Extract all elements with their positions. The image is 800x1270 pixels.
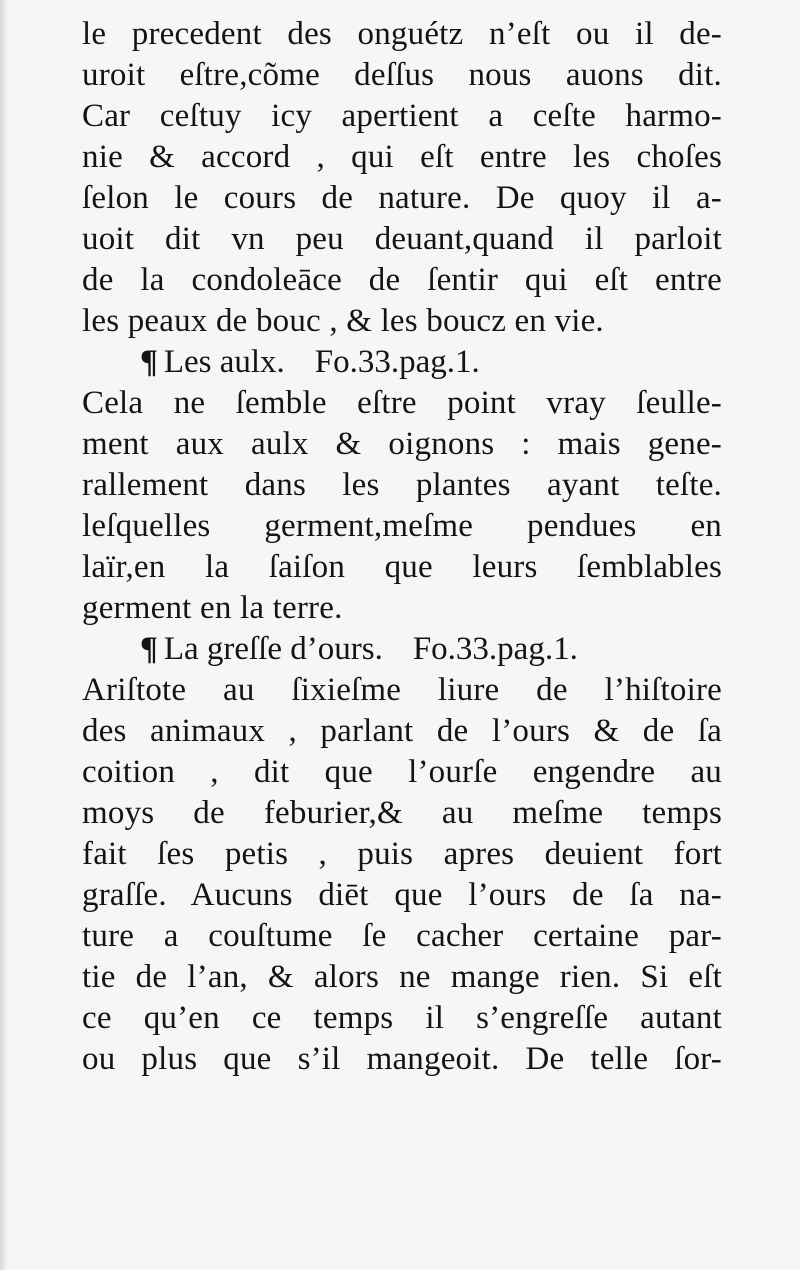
text-line: uroit eſtre,cõme deſſus nous auons dit.: [82, 57, 722, 93]
folio-reference: Fo.33.pag.1.: [412, 631, 578, 667]
text-line: le precedent des onguétz n’eſt ou il de-: [82, 16, 722, 52]
text-line: Cela ne ſemble eſtre point vray ſeulle-: [82, 385, 722, 421]
text-line: laïr,en la ſaiſon que leurs ſemblables: [82, 549, 722, 585]
text-line: les peaux de bouc , & les boucz en vie.: [82, 303, 604, 339]
text-line: leſquelles germent,meſme pendues en: [82, 508, 722, 544]
text-line: germent en la terre.: [82, 590, 343, 626]
text-line: ture a couſtume ſe cacher certaine par-: [82, 918, 722, 954]
text-line: fait ſes petis , puis apres deuient fort: [82, 836, 722, 872]
pilcrow-mark: ¶: [140, 344, 158, 380]
rubric-heading: Les aulx.: [163, 344, 285, 380]
text-line: de la condoleāce de ſentir qui eſt entre: [82, 262, 722, 298]
folio-reference: Fo.33.pag.1.: [314, 344, 480, 380]
text-line: nie & accord , qui eſt entre les choſes: [82, 139, 722, 175]
rubric-les-aulx: [82, 342, 722, 383]
text-line: tie de l’an, & alors ne mange rien. Si eſt: [82, 959, 722, 995]
paragraph-3: [82, 670, 722, 1080]
text-line: des animaux , parlant de l’ours & de ſa: [82, 713, 722, 749]
text-line: ſelon le cours de nature. De quoy il a-: [82, 180, 722, 216]
page-gutter-shadow: [0, 0, 8, 1270]
paragraph-1: [82, 14, 722, 342]
pilcrow-mark: ¶: [140, 631, 158, 667]
text-line: graſſe. Aucuns diēt que l’ours de ſa na-: [82, 877, 722, 913]
text-line: Ariſtote au ſixieſme liure de l’hiſtoire: [82, 672, 722, 708]
paragraph-2: [82, 383, 722, 629]
rubric-la-gresse-dours: [82, 629, 722, 670]
text-line: coition , dit que l’ourſe engendre au: [82, 754, 722, 790]
text-line: moys de feburier,& au meſme temps: [82, 795, 722, 831]
text-line: uoit dit vn peu deuant,quand il parloit: [82, 221, 722, 257]
text-line: Car ceſtuy icy apertient a ceſte harmo-: [82, 98, 722, 134]
text-line: ment aux aulx & oignons : mais gene-: [82, 426, 722, 462]
text-line: ou plus que s’il mangeoit. De telle ſor-: [82, 1041, 722, 1077]
rubric-heading: La greſſe d’ours.: [163, 631, 383, 667]
text-line: ce qu’en ce temps il s’engreſſe autant: [82, 1000, 722, 1036]
page-text: [82, 14, 722, 1080]
text-line: rallement dans les plantes ayant teſte.: [82, 467, 722, 503]
